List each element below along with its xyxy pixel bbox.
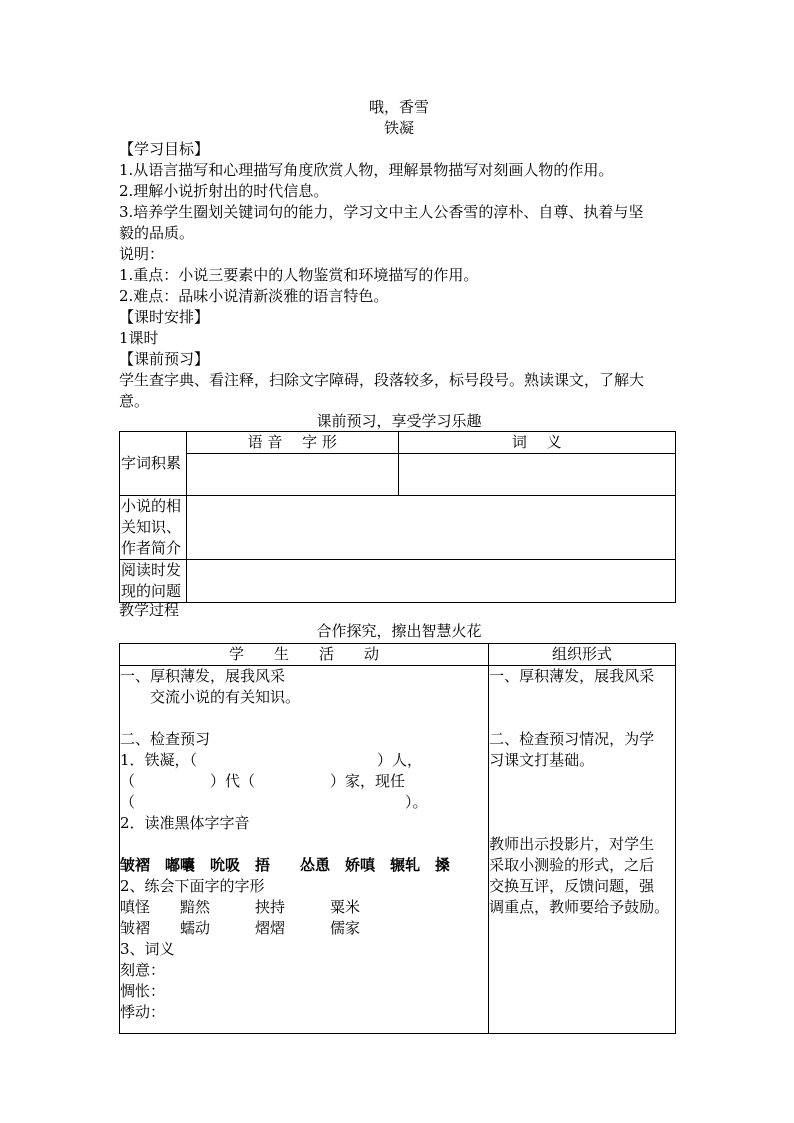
note-1: 1.重点：小说三要素中的人物鉴赏和环境描写的作用。: [119, 266, 479, 284]
doc-title: 哦，香雪: [368, 98, 429, 116]
time-value: 1课时: [119, 329, 159, 347]
reading-questions-cell[interactable]: [186, 560, 675, 603]
preview-text-line-1: 学生查字典、看注释，扫除文字障碍，段落较多，标号段号。熟读课文，了解大: [119, 371, 645, 389]
note-heading: 说明：: [119, 245, 165, 263]
pronunciation-form-cell[interactable]: [186, 454, 398, 496]
novel-knowledge-label: 小说的相 关知识、 作者简介: [120, 496, 187, 560]
doc-author: 铁凝: [383, 119, 414, 137]
activity-table: [119, 643, 676, 1034]
goals-heading: 【学习目标】: [119, 140, 210, 158]
goal-1: 1.从语言描写和心理描写角度欣赏人物，理解景物描写对刻画人物的作用。: [119, 161, 614, 179]
student-activity-header: 学 生 活 动: [120, 644, 489, 666]
note-2: 2.难点：品味小说清新淡雅的语言特色。: [119, 287, 389, 305]
preview-table: [119, 431, 676, 603]
pronunciation-form-header: 语 音 字 形: [186, 432, 398, 454]
meaning-cell[interactable]: [398, 454, 675, 496]
word-accumulation-label: 字词积累: [120, 432, 187, 496]
table2-caption: 合作探究，擦出智慧火花: [316, 622, 482, 640]
time-heading: 【课时安排】: [119, 308, 210, 326]
goal-3-line-2: 毅的品质。: [119, 224, 195, 242]
organization-form-cell: 一、厚积薄发，展我风采 二、检查预习情况，为学 习课文打基础。 教师出示投影片，对学生 采取小测验的形式，之后 交换互评，反馈问题，强 调重点，教师要给予鼓励。: [489, 666, 676, 1034]
pronunciation-words: 皱褶 嘟囔 吮吸 捂 怂恿 娇嗔 辗轧 搡: [120, 856, 451, 874]
preview-heading: 【课前预习】: [119, 350, 210, 368]
process-heading: 教学过程: [119, 601, 180, 619]
goal-2: 2.理解小说折射出的时代信息。: [119, 182, 329, 200]
table1-caption: 课前预习，享受学习乐趣: [316, 412, 482, 430]
student-activity-cell: 一、厚积薄发，展我风采 交流小说的有关知识。 二、检查预习 1．铁凝，（ ）人， （ ）代（ ）家，现任 （ ）。 2．读准黑体字字音 皱褶 嘟囔 吮吸 捂 怂恿 娇嗔 辗轧 搡 2、练会下面字的字形 嗔怪 黯然 挟持 粟米 皱褶 蠕动 熠熠 儒家 3、词义 刻意： 惆怅： 悸动：: [120, 666, 489, 1034]
preview-text-line-2: 意。: [119, 392, 150, 410]
goal-3-line-1: 3.培养学生圈划关键词句的能力，学习文中主人公香雪的淳朴、自尊、执着与坚: [119, 203, 644, 221]
reading-questions-label: 阅读时发 现的问题: [120, 560, 187, 603]
meaning-header: 词 义: [398, 432, 675, 454]
organization-form-header: 组织形式: [489, 644, 676, 666]
novel-knowledge-cell[interactable]: [186, 496, 675, 560]
